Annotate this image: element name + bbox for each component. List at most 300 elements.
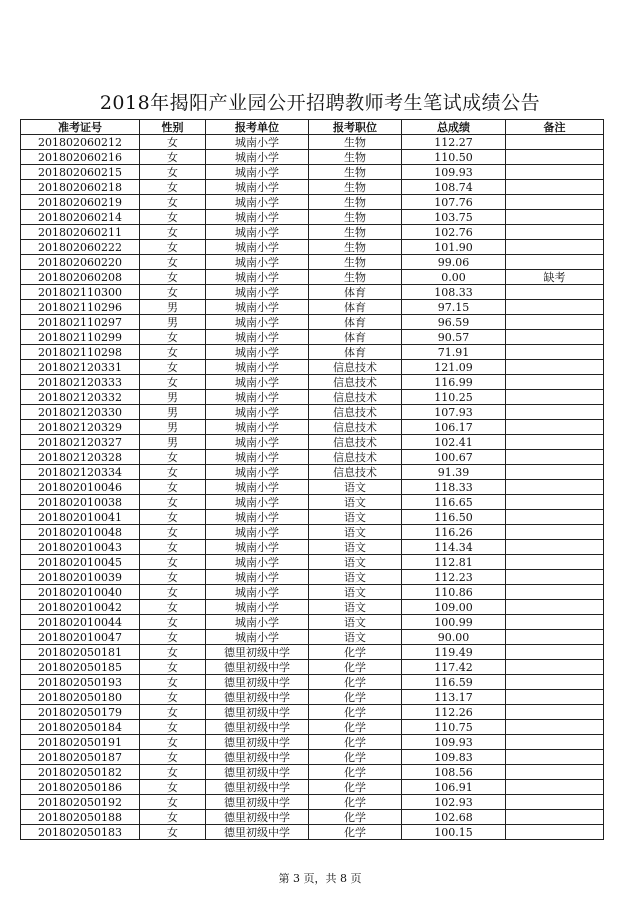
remark-cell — [506, 285, 604, 300]
exam-id-cell: 201802050186 — [21, 780, 140, 795]
score-cell: 110.50 — [402, 150, 506, 165]
remark-cell — [506, 360, 604, 375]
position-cell: 化学 — [309, 645, 402, 660]
table-row — [21, 735, 604, 750]
position-cell: 化学 — [309, 780, 402, 795]
exam-id-cell: 201802010047 — [21, 630, 140, 645]
exam-id-cell: 201802060212 — [21, 135, 140, 150]
unit-cell: 城南小学 — [206, 390, 309, 405]
unit-cell: 城南小学 — [206, 300, 309, 315]
position-cell: 信息技术 — [309, 405, 402, 420]
position-cell: 化学 — [309, 825, 402, 840]
header-exam-id: 准考证号 — [21, 120, 140, 135]
gender-cell: 女 — [140, 795, 206, 810]
gender-cell: 男 — [140, 420, 206, 435]
remark-cell — [506, 225, 604, 240]
gender-cell: 女 — [140, 135, 206, 150]
score-cell: 103.75 — [402, 210, 506, 225]
exam-id-cell: 201802120329 — [21, 420, 140, 435]
unit-cell: 城南小学 — [206, 480, 309, 495]
unit-cell: 城南小学 — [206, 195, 309, 210]
unit-cell: 德里初级中学 — [206, 780, 309, 795]
unit-cell: 城南小学 — [206, 225, 309, 240]
gender-cell: 女 — [140, 165, 206, 180]
position-cell: 信息技术 — [309, 435, 402, 450]
position-cell: 体育 — [309, 345, 402, 360]
unit-cell: 城南小学 — [206, 540, 309, 555]
score-cell: 100.15 — [402, 825, 506, 840]
gender-cell: 女 — [140, 555, 206, 570]
exam-id-cell: 201802060220 — [21, 255, 140, 270]
position-cell: 语文 — [309, 510, 402, 525]
score-cell: 109.93 — [402, 165, 506, 180]
gender-cell: 女 — [140, 570, 206, 585]
header-total-score: 总成绩 — [402, 120, 506, 135]
unit-cell: 德里初级中学 — [206, 735, 309, 750]
exam-id-cell: 201802050179 — [21, 705, 140, 720]
unit-cell: 城南小学 — [206, 375, 309, 390]
position-cell: 化学 — [309, 705, 402, 720]
score-cell: 112.26 — [402, 705, 506, 720]
score-cell: 71.91 — [402, 345, 506, 360]
gender-cell: 女 — [140, 195, 206, 210]
position-cell: 信息技术 — [309, 450, 402, 465]
score-cell: 109.93 — [402, 735, 506, 750]
position-cell: 生物 — [309, 255, 402, 270]
gender-cell: 女 — [140, 720, 206, 735]
remark-cell — [506, 825, 604, 840]
remark-cell — [506, 150, 604, 165]
exam-id-cell: 201802010038 — [21, 495, 140, 510]
exam-id-cell: 201802060211 — [21, 225, 140, 240]
score-cell: 112.23 — [402, 570, 506, 585]
unit-cell: 德里初级中学 — [206, 690, 309, 705]
table-row — [21, 435, 604, 450]
position-cell: 语文 — [309, 585, 402, 600]
gender-cell: 女 — [140, 330, 206, 345]
table-row — [21, 570, 604, 585]
position-cell: 体育 — [309, 300, 402, 315]
position-cell: 化学 — [309, 675, 402, 690]
remark-cell — [506, 450, 604, 465]
remark-cell — [506, 180, 604, 195]
table-row — [21, 720, 604, 735]
remark-cell — [506, 555, 604, 570]
position-cell: 语文 — [309, 495, 402, 510]
gender-cell: 女 — [140, 750, 206, 765]
remark-cell — [506, 165, 604, 180]
exam-id-cell: 201802120327 — [21, 435, 140, 450]
remark-cell — [506, 255, 604, 270]
unit-cell: 城南小学 — [206, 555, 309, 570]
position-cell: 信息技术 — [309, 375, 402, 390]
score-cell: 102.76 — [402, 225, 506, 240]
score-cell: 116.59 — [402, 675, 506, 690]
table-row — [21, 240, 604, 255]
score-cell: 116.65 — [402, 495, 506, 510]
unit-cell: 城南小学 — [206, 510, 309, 525]
table-row — [21, 630, 604, 645]
unit-cell: 城南小学 — [206, 465, 309, 480]
score-cell: 112.27 — [402, 135, 506, 150]
unit-cell: 城南小学 — [206, 525, 309, 540]
gender-cell: 女 — [140, 210, 206, 225]
score-cell: 107.76 — [402, 195, 506, 210]
exam-id-cell: 201802110296 — [21, 300, 140, 315]
table-row — [21, 405, 604, 420]
position-cell: 生物 — [309, 150, 402, 165]
position-cell: 化学 — [309, 735, 402, 750]
unit-cell: 德里初级中学 — [206, 705, 309, 720]
score-cell: 107.93 — [402, 405, 506, 420]
score-cell: 113.17 — [402, 690, 506, 705]
score-cell: 117.42 — [402, 660, 506, 675]
exam-id-cell: 201802010039 — [21, 570, 140, 585]
table-row — [21, 315, 604, 330]
gender-cell: 女 — [140, 765, 206, 780]
remark-cell — [506, 765, 604, 780]
unit-cell: 德里初级中学 — [206, 675, 309, 690]
position-cell: 体育 — [309, 315, 402, 330]
gender-cell: 女 — [140, 615, 206, 630]
score-cell: 102.68 — [402, 810, 506, 825]
exam-id-cell: 201802010046 — [21, 480, 140, 495]
remark-cell — [506, 300, 604, 315]
gender-cell: 女 — [140, 540, 206, 555]
unit-cell: 城南小学 — [206, 585, 309, 600]
unit-cell: 德里初级中学 — [206, 660, 309, 675]
gender-cell: 女 — [140, 465, 206, 480]
score-cell: 97.15 — [402, 300, 506, 315]
unit-cell: 城南小学 — [206, 180, 309, 195]
exam-id-cell: 201802060218 — [21, 180, 140, 195]
position-cell: 体育 — [309, 285, 402, 300]
score-cell: 116.99 — [402, 375, 506, 390]
unit-cell: 德里初级中学 — [206, 750, 309, 765]
table-header-row — [21, 120, 604, 135]
remark-cell — [506, 660, 604, 675]
remark-cell — [506, 375, 604, 390]
score-cell: 108.74 — [402, 180, 506, 195]
gender-cell: 女 — [140, 645, 206, 660]
exam-id-cell: 201802010044 — [21, 615, 140, 630]
exam-id-cell: 201802060216 — [21, 150, 140, 165]
remark-cell — [506, 645, 604, 660]
score-cell: 106.17 — [402, 420, 506, 435]
position-cell: 化学 — [309, 720, 402, 735]
position-cell: 语文 — [309, 630, 402, 645]
gender-cell: 女 — [140, 810, 206, 825]
exam-id-cell: 201802110297 — [21, 315, 140, 330]
remark-cell — [506, 495, 604, 510]
position-cell: 化学 — [309, 690, 402, 705]
scores-table — [20, 119, 604, 840]
remark-cell — [506, 750, 604, 765]
gender-cell: 女 — [140, 360, 206, 375]
position-cell: 信息技术 — [309, 465, 402, 480]
position-cell: 生物 — [309, 195, 402, 210]
unit-cell: 城南小学 — [206, 135, 309, 150]
gender-cell: 男 — [140, 405, 206, 420]
exam-id-cell: 201802060215 — [21, 165, 140, 180]
exam-id-cell: 201802050183 — [21, 825, 140, 840]
page-title: 2018年揭阳产业园公开招聘教师考生笔试成绩公告 — [99, 92, 541, 114]
exam-id-cell: 201802120331 — [21, 360, 140, 375]
header-unit: 报考单位 — [206, 120, 309, 135]
score-cell: 108.56 — [402, 765, 506, 780]
exam-id-cell: 201802120334 — [21, 465, 140, 480]
score-cell: 109.00 — [402, 600, 506, 615]
table-row — [21, 540, 604, 555]
position-cell: 语文 — [309, 480, 402, 495]
exam-id-cell: 201802110299 — [21, 330, 140, 345]
remark-cell — [506, 435, 604, 450]
gender-cell: 女 — [140, 675, 206, 690]
gender-cell: 女 — [140, 825, 206, 840]
position-cell: 生物 — [309, 180, 402, 195]
table-row — [21, 525, 604, 540]
unit-cell: 德里初级中学 — [206, 825, 309, 840]
exam-id-cell: 201802010043 — [21, 540, 140, 555]
table-row — [21, 600, 604, 615]
unit-cell: 城南小学 — [206, 210, 309, 225]
remark-cell — [506, 330, 604, 345]
remark-cell — [506, 390, 604, 405]
exam-id-cell: 201802010042 — [21, 600, 140, 615]
gender-cell: 女 — [140, 225, 206, 240]
score-cell: 90.00 — [402, 630, 506, 645]
gender-cell: 女 — [140, 630, 206, 645]
table-row — [21, 255, 604, 270]
score-cell: 119.49 — [402, 645, 506, 660]
gender-cell: 男 — [140, 435, 206, 450]
remark-cell — [506, 510, 604, 525]
position-cell: 化学 — [309, 660, 402, 675]
exam-id-cell: 201802060208 — [21, 270, 140, 285]
unit-cell: 城南小学 — [206, 420, 309, 435]
score-cell: 114.34 — [402, 540, 506, 555]
position-cell: 化学 — [309, 750, 402, 765]
exam-id-cell: 201802060219 — [21, 195, 140, 210]
table-row — [21, 420, 604, 435]
remark-cell — [506, 405, 604, 420]
score-cell: 118.33 — [402, 480, 506, 495]
table-row — [21, 495, 604, 510]
remark-cell — [506, 705, 604, 720]
gender-cell: 女 — [140, 480, 206, 495]
table-row — [21, 150, 604, 165]
table-row — [21, 180, 604, 195]
exam-id-cell: 201802010045 — [21, 555, 140, 570]
remark-cell — [506, 615, 604, 630]
exam-id-cell: 201802050185 — [21, 660, 140, 675]
position-cell: 化学 — [309, 765, 402, 780]
remark-cell — [506, 315, 604, 330]
header-remarks: 备注 — [506, 120, 604, 135]
unit-cell: 德里初级中学 — [206, 720, 309, 735]
score-cell: 110.75 — [402, 720, 506, 735]
score-cell: 116.50 — [402, 510, 506, 525]
gender-cell: 女 — [140, 780, 206, 795]
remark-cell — [506, 690, 604, 705]
gender-cell: 女 — [140, 510, 206, 525]
gender-cell: 女 — [140, 690, 206, 705]
position-cell: 语文 — [309, 540, 402, 555]
table-row — [21, 660, 604, 675]
unit-cell: 城南小学 — [206, 240, 309, 255]
remark-cell — [506, 480, 604, 495]
exam-id-cell: 201802120332 — [21, 390, 140, 405]
exam-id-cell: 201802120330 — [21, 405, 140, 420]
gender-cell: 女 — [140, 285, 206, 300]
remark-cell — [506, 135, 604, 150]
table-row — [21, 195, 604, 210]
unit-cell: 城南小学 — [206, 450, 309, 465]
table-row — [21, 165, 604, 180]
table-row — [21, 270, 604, 285]
position-cell: 信息技术 — [309, 360, 402, 375]
position-cell: 语文 — [309, 615, 402, 630]
position-cell: 化学 — [309, 795, 402, 810]
remark-cell — [506, 240, 604, 255]
unit-cell: 城南小学 — [206, 570, 309, 585]
exam-id-cell: 201802050182 — [21, 765, 140, 780]
position-cell: 语文 — [309, 570, 402, 585]
unit-cell: 德里初级中学 — [206, 645, 309, 660]
gender-cell: 女 — [140, 600, 206, 615]
remark-cell — [506, 465, 604, 480]
exam-id-cell: 201802050191 — [21, 735, 140, 750]
position-cell: 生物 — [309, 135, 402, 150]
score-cell: 110.25 — [402, 390, 506, 405]
unit-cell: 德里初级中学 — [206, 795, 309, 810]
table-row — [21, 510, 604, 525]
remark-cell — [506, 780, 604, 795]
table-row — [21, 330, 604, 345]
score-cell: 108.33 — [402, 285, 506, 300]
position-cell: 语文 — [309, 525, 402, 540]
table-row — [21, 810, 604, 825]
unit-cell: 德里初级中学 — [206, 810, 309, 825]
unit-cell: 德里初级中学 — [206, 765, 309, 780]
table-row — [21, 285, 604, 300]
position-cell: 体育 — [309, 330, 402, 345]
gender-cell: 男 — [140, 315, 206, 330]
score-cell: 110.86 — [402, 585, 506, 600]
unit-cell: 城南小学 — [206, 405, 309, 420]
table-row — [21, 480, 604, 495]
exam-id-cell: 201802120333 — [21, 375, 140, 390]
position-cell: 生物 — [309, 225, 402, 240]
exam-id-cell: 201802110298 — [21, 345, 140, 360]
exam-id-cell: 201802120328 — [21, 450, 140, 465]
remark-cell — [506, 735, 604, 750]
gender-cell: 女 — [140, 735, 206, 750]
table-row — [21, 465, 604, 480]
score-cell: 96.59 — [402, 315, 506, 330]
table-row — [21, 645, 604, 660]
unit-cell: 城南小学 — [206, 165, 309, 180]
table-row — [21, 300, 604, 315]
table-row — [21, 750, 604, 765]
exam-id-cell: 201802060222 — [21, 240, 140, 255]
table-row — [21, 390, 604, 405]
table-row — [21, 615, 604, 630]
header-gender: 性别 — [140, 120, 206, 135]
gender-cell: 女 — [140, 375, 206, 390]
table-row — [21, 585, 604, 600]
unit-cell: 城南小学 — [206, 285, 309, 300]
gender-cell: 女 — [140, 495, 206, 510]
gender-cell: 女 — [140, 525, 206, 540]
table-row — [21, 780, 604, 795]
exam-id-cell: 201802110300 — [21, 285, 140, 300]
remark-cell — [506, 570, 604, 585]
header-position: 报考职位 — [309, 120, 402, 135]
unit-cell: 城南小学 — [206, 435, 309, 450]
position-cell: 生物 — [309, 240, 402, 255]
table-row — [21, 765, 604, 780]
position-cell: 生物 — [309, 165, 402, 180]
table-row — [21, 135, 604, 150]
unit-cell: 城南小学 — [206, 270, 309, 285]
unit-cell: 城南小学 — [206, 630, 309, 645]
score-cell: 102.93 — [402, 795, 506, 810]
exam-id-cell: 201802010048 — [21, 525, 140, 540]
unit-cell: 城南小学 — [206, 615, 309, 630]
remark-cell — [506, 630, 604, 645]
position-cell: 信息技术 — [309, 420, 402, 435]
exam-id-cell: 201802050193 — [21, 675, 140, 690]
exam-id-cell: 201802010041 — [21, 510, 140, 525]
remark-cell — [506, 420, 604, 435]
table-row — [21, 345, 604, 360]
gender-cell: 女 — [140, 345, 206, 360]
score-cell: 121.09 — [402, 360, 506, 375]
gender-cell: 女 — [140, 450, 206, 465]
table-row — [21, 450, 604, 465]
position-cell: 语文 — [309, 600, 402, 615]
score-cell: 109.83 — [402, 750, 506, 765]
table-row — [21, 360, 604, 375]
unit-cell: 城南小学 — [206, 255, 309, 270]
unit-cell: 城南小学 — [206, 150, 309, 165]
remark-cell — [506, 795, 604, 810]
table-row — [21, 675, 604, 690]
table-row — [21, 705, 604, 720]
unit-cell: 城南小学 — [206, 600, 309, 615]
score-cell: 100.99 — [402, 615, 506, 630]
score-cell: 102.41 — [402, 435, 506, 450]
score-cell: 91.39 — [402, 465, 506, 480]
gender-cell: 女 — [140, 705, 206, 720]
exam-id-cell: 201802050184 — [21, 720, 140, 735]
remark-cell — [506, 210, 604, 225]
table-row — [21, 690, 604, 705]
table-row — [21, 210, 604, 225]
gender-cell: 男 — [140, 300, 206, 315]
score-cell: 0.00 — [402, 270, 506, 285]
exam-id-cell: 201802050180 — [21, 690, 140, 705]
score-cell: 100.67 — [402, 450, 506, 465]
score-cell: 112.81 — [402, 555, 506, 570]
gender-cell: 女 — [140, 180, 206, 195]
gender-cell: 女 — [140, 585, 206, 600]
remark-cell — [506, 600, 604, 615]
remark-cell — [506, 675, 604, 690]
table-row — [21, 825, 604, 840]
position-cell: 语文 — [309, 555, 402, 570]
